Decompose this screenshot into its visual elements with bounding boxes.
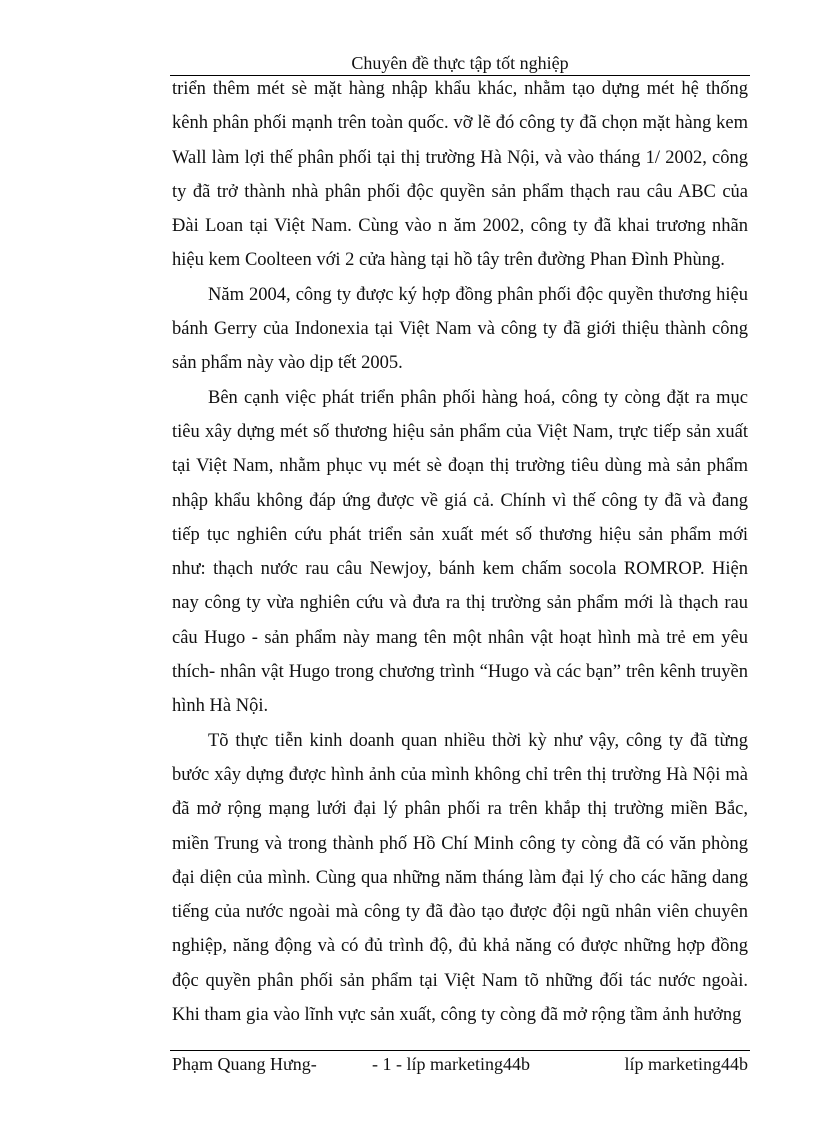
page-header-title: Chuyên đề thực tập tốt nghiệp <box>351 53 569 73</box>
page-footer <box>172 1053 748 1075</box>
footer-class: líp marketing44b <box>624 1054 748 1074</box>
paragraph: Tõ thực tiễn kinh doanh quan nhiều thời kỳ như vậy, công ty đã từng bước xây dựng được hình ảnh của mình không chỉ trên thị trường Hà Nội mà đã mở rộng mạng lưới đại lý phân phối ra trên khắp thị trường miền Bắc, miền Trung và trong thành phố Hồ Chí Minh công ty còng đã có văn phòng đại diện của mình. Cùng qua những năm tháng làm đại lý cho các hãng dang tiếng của nước ngoài mà công ty đã đào tạo được đội ngũ nhân viên chuyên nghiệp, năng động và có đủ trình độ, đủ khả năng có được những hợp đồng độc quyền phân phối sản phẩm tại Việt Nam tõ những đối tác nước ngoài. Khi tham gia vào lĩnh vực sản xuất, công ty còng đã mở rộng tầm ảnh hưởng <box>172 730 748 1026</box>
paragraph: Bên cạnh việc phát triển phân phối hàng hoá, công ty còng đặt ra mục tiêu xây dựng mét số thương hiệu sản phẩm của Việt Nam, trực tiếp sản xuất tại Việt Nam, nhằm phục vụ mét sè đoạn thị trường tiêu dùng mà sản phẩm nhập khẩu không đáp ứng được về giá cả. Chính vì thế công ty đã và đang tiếp tục nghiên cứu phát triển sản xuất mét số thương hiệu sản phẩm mới như: thạch nước rau câu Newjoy, bánh kem chấm socola ROMROP. Hiện nay công ty vừa nghiên cứu và đưa ra thị trường sản phẩm mới là thạch rau câu Hugo - sản phẩm này mang tên một nhân vật hoạt hình mà trẻ em yêu thích- nhân vật Hugo trong chương trình “Hugo và các bạn” trên kênh truyền hình Hà Nội. <box>172 387 748 717</box>
footer-page-number: - 1 - líp marketing44b <box>372 1054 530 1074</box>
paragraph: Năm 2004, công ty được ký hợp đồng phân phối độc quyền thương hiệu bánh Gerry của Indonexia tại Việt Nam và công ty đã giới thiệu thành công sản phẩm này vào dịp tết 2005. <box>172 284 748 374</box>
footer-author: Phạm Quang Hưng- <box>172 1054 317 1074</box>
document-body <box>172 72 748 1032</box>
paragraph-continued: triển thêm mét sè mặt hàng nhập khẩu khác, nhằm tạo dựng mét hệ thống kênh phân phối mạnh trên toàn quốc. vỡ lẽ đó công ty đã chọn mặt hàng kem Wall làm lợi thế phân phối tại thị trường Hà Nội, và vào tháng 1/ 2002, công ty đã trở thành nhà phân phối độc quyền sản phẩm thạch rau câu ABC của Đài Loan tại Việt Nam. Cùng vào n ăm 2002, công ty đã khai trương nhãn hiệu kem Coolteen với 2 cửa hàng tại hồ tây trên đường Phan Đình Phùng. <box>172 79 748 271</box>
footer-divider <box>170 1050 750 1051</box>
